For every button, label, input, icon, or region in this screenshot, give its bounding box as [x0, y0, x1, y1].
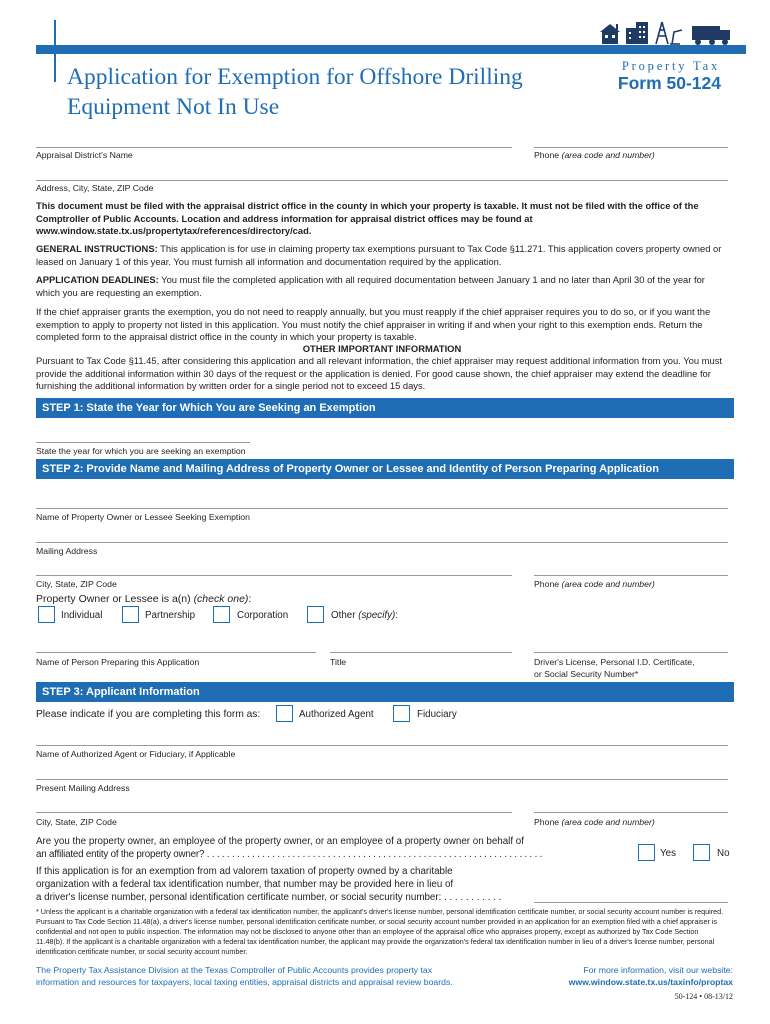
owner-phone-label: Phone (area code and number)	[534, 579, 655, 589]
capacity-prompt: Please indicate if you are completing this form as:	[36, 709, 261, 720]
individual-label: Individual	[61, 610, 103, 621]
fiduciary-label: Fiduciary	[417, 709, 457, 720]
reapply-paragraph: If the chief appraiser grants the exemption, you do not need to reapply annually, but you must reapply if the chief appraiser requires you to do so, or if you want the exemption to apply to property not listed in this application. You must notify the chief appraiser in writing if and when your right to this exemption ends. Return the completed form to the appraisal district office in the county in which your property is taxable.	[36, 306, 711, 343]
step1-header: STEP 1: State the Year for Which You are Seeking an Exemption	[36, 398, 734, 418]
owner-phone-field[interactable]	[534, 575, 728, 576]
partnership-label: Partnership	[145, 610, 196, 621]
owner-city-field[interactable]	[36, 575, 512, 576]
application-deadlines: APPLICATION DEADLINES: You must file the completed application with all required documentation between January 1 and no later than April 30 of the year for which you are requesting an exemption.	[36, 274, 705, 298]
agent-name-field[interactable]	[36, 745, 728, 746]
tax-id-question-line3: a driver's license number, personal identification certificate number, or social security number: . . . . . . . . . . .	[36, 892, 502, 903]
agent-name-label: Name of Authorized Agent or Fiduciary, if Applicable	[36, 749, 236, 759]
present-mailing-field[interactable]	[36, 779, 728, 780]
step2-header: STEP 2: Provide Name and Mailing Address of Property Owner or Lessee and Identity of Person Preparing Application	[36, 459, 734, 479]
general-instructions: GENERAL INSTRUCTIONS: This application is for use in claiming property tax exemptions pursuant to Tax Code §11.271. This application covers property owned or leased on January 1 of this year. You must furnish all information and documentation required by the application.	[36, 243, 722, 267]
no-checkbox[interactable]	[693, 844, 710, 861]
district-phone-field[interactable]	[534, 147, 728, 148]
preparer-title-label: Title	[330, 657, 347, 667]
confidentiality-footnote: * Unless the applicant is a charitable organization with a federal tax identification number, the applicant's driver's license number, personal identification certificate number, or social security account number is required. Pursuant to Tax Code Section 11.48(a), a driver's license number, personal identification certificate number, or social security account number provided in an application for an exemption filed with a chief appraiser is confidential and not open to public inspection. The information may not be disclosed to anyone other than an employee of the appraisal office who appraises property, except as authorized by Tax Code Section 11.48(b). If the applicant is a charitable organization with a federal tax identification number, the applicant may provide the organization's federal tax identification number in lieu of a driver's license number, personal identification certificate number, or social security account number.	[36, 907, 724, 956]
oil-derrick-icon	[656, 22, 682, 44]
preparer-name-label: Name of Person Preparing this Application	[36, 657, 200, 667]
district-address-label: Address, City, State, ZIP Code	[36, 183, 154, 193]
authorized-agent-label: Authorized Agent	[299, 709, 374, 720]
authorized-agent-checkbox[interactable]	[276, 705, 293, 722]
other-label: Other (specify):	[331, 610, 399, 621]
no-label: No	[717, 848, 730, 859]
other-info-paragraph: Pursuant to Tax Code §11.45, after considering this application and all relevant information, the chief appraiser may request additional information from you. You must provide the additional information within 30 days of the request or the application is denied. For good cause shown, the chief appraiser may extend the deadline for furnishing the additional information by written order for a single period not to exceed 15 days.	[36, 355, 722, 392]
property-icons	[596, 18, 734, 46]
other-checkbox[interactable]	[307, 606, 324, 623]
truck-icon	[692, 26, 730, 45]
owner-name-label: Name of Property Owner or Lessee Seeking Exemption	[36, 512, 250, 522]
yes-checkbox[interactable]	[638, 844, 655, 861]
owner-type-prompt: Property Owner or Lessee is a(n) (check one):	[36, 593, 252, 605]
mailing-address-label: Mailing Address	[36, 546, 98, 556]
preparer-id-label-2: or Social Security Number*	[534, 669, 639, 679]
employee-question-line2: an affiliated entity of the property owner? . . . . . . . . . . . . . . . . . . . . . . . . . . . . . . . . . . . . . . . . . . . . . . . . . . . . . . . . . . . . . . . . . . .	[36, 849, 543, 860]
agent-phone-field[interactable]	[534, 812, 728, 813]
filing-notice: This document must be filed with the appraisal district office in the county in which your property is taxable. It must not be filed with the office of the Comptroller of Public Accounts. Location and address information for appraisal district offices may be found at www.window.state.tx.us/propertytax/references/directory/cad.	[36, 200, 699, 237]
district-name-field[interactable]	[36, 147, 512, 148]
corporation-label: Corporation	[237, 610, 289, 621]
owner-city-label: City, State, ZIP Code	[36, 579, 117, 589]
preparer-id-label-1: Driver's License, Personal I.D. Certificate,	[534, 657, 695, 667]
tax-id-question-line2: organization with a federal tax identification number, that number may be provided here in lieu of	[36, 879, 454, 890]
other-info-heading: OTHER IMPORTANT INFORMATION	[302, 343, 462, 354]
tax-id-field[interactable]	[534, 902, 728, 903]
agent-city-field[interactable]	[36, 812, 512, 813]
footer-left-line1: The Property Tax Assistance Division at the Texas Comptroller of Public Accounts provides property tax	[36, 965, 433, 975]
form-number: Form 50-124	[617, 73, 721, 93]
employee-question-line1: Are you the property owner, an employee of the property owner, or an employee of a property owner on behalf of	[36, 836, 524, 847]
present-mailing-label: Present Mailing Address	[36, 783, 130, 793]
footer-left-line2: information and resources for taxpayers, local taxing entities, appraisal districts and appraisal review boards.	[36, 977, 453, 987]
partnership-checkbox[interactable]	[122, 606, 139, 623]
fiduciary-checkbox[interactable]	[393, 705, 410, 722]
footer-website-link[interactable]: www.window.state.tx.us/taxinfo/proptax	[568, 977, 733, 987]
preparer-name-field[interactable]	[36, 652, 316, 653]
mailing-address-field[interactable]	[36, 542, 728, 543]
house-icon	[600, 24, 620, 44]
preparer-id-field[interactable]	[534, 652, 728, 653]
exemption-year-field[interactable]	[36, 442, 250, 443]
preparer-title-field[interactable]	[330, 652, 512, 653]
tax-id-question-line1: If this application is for an exemption from ad valorem taxation of property owned by a charitable	[36, 866, 453, 877]
yes-label: Yes	[660, 848, 676, 859]
individual-checkbox[interactable]	[38, 606, 55, 623]
corporation-checkbox[interactable]	[213, 606, 230, 623]
district-address-field[interactable]	[36, 180, 728, 181]
agent-city-label: City, State, ZIP Code	[36, 817, 117, 827]
exemption-year-label: State the year for which you are seeking an exemption	[36, 446, 246, 456]
district-name-label: Appraisal District's Name	[36, 150, 133, 160]
section-label: Property Tax	[621, 59, 720, 73]
footer-right	[500, 964, 733, 988]
form-revision-code: 50-124 • 08-13/12	[674, 992, 733, 1001]
owner-name-field[interactable]	[36, 508, 728, 509]
page-title: Application for Exemption for Offshore Drilling Equipment Not In Use	[67, 64, 523, 120]
building-icon	[626, 22, 648, 44]
footer-left	[36, 964, 506, 988]
footer-website-prompt: For more information, visit our website:	[583, 965, 733, 975]
district-phone-label: Phone (area code and number)	[534, 150, 655, 160]
agent-phone-label: Phone (area code and number)	[534, 817, 655, 827]
step3-header: STEP 3: Applicant Information	[36, 682, 734, 702]
header-bar	[36, 45, 746, 54]
